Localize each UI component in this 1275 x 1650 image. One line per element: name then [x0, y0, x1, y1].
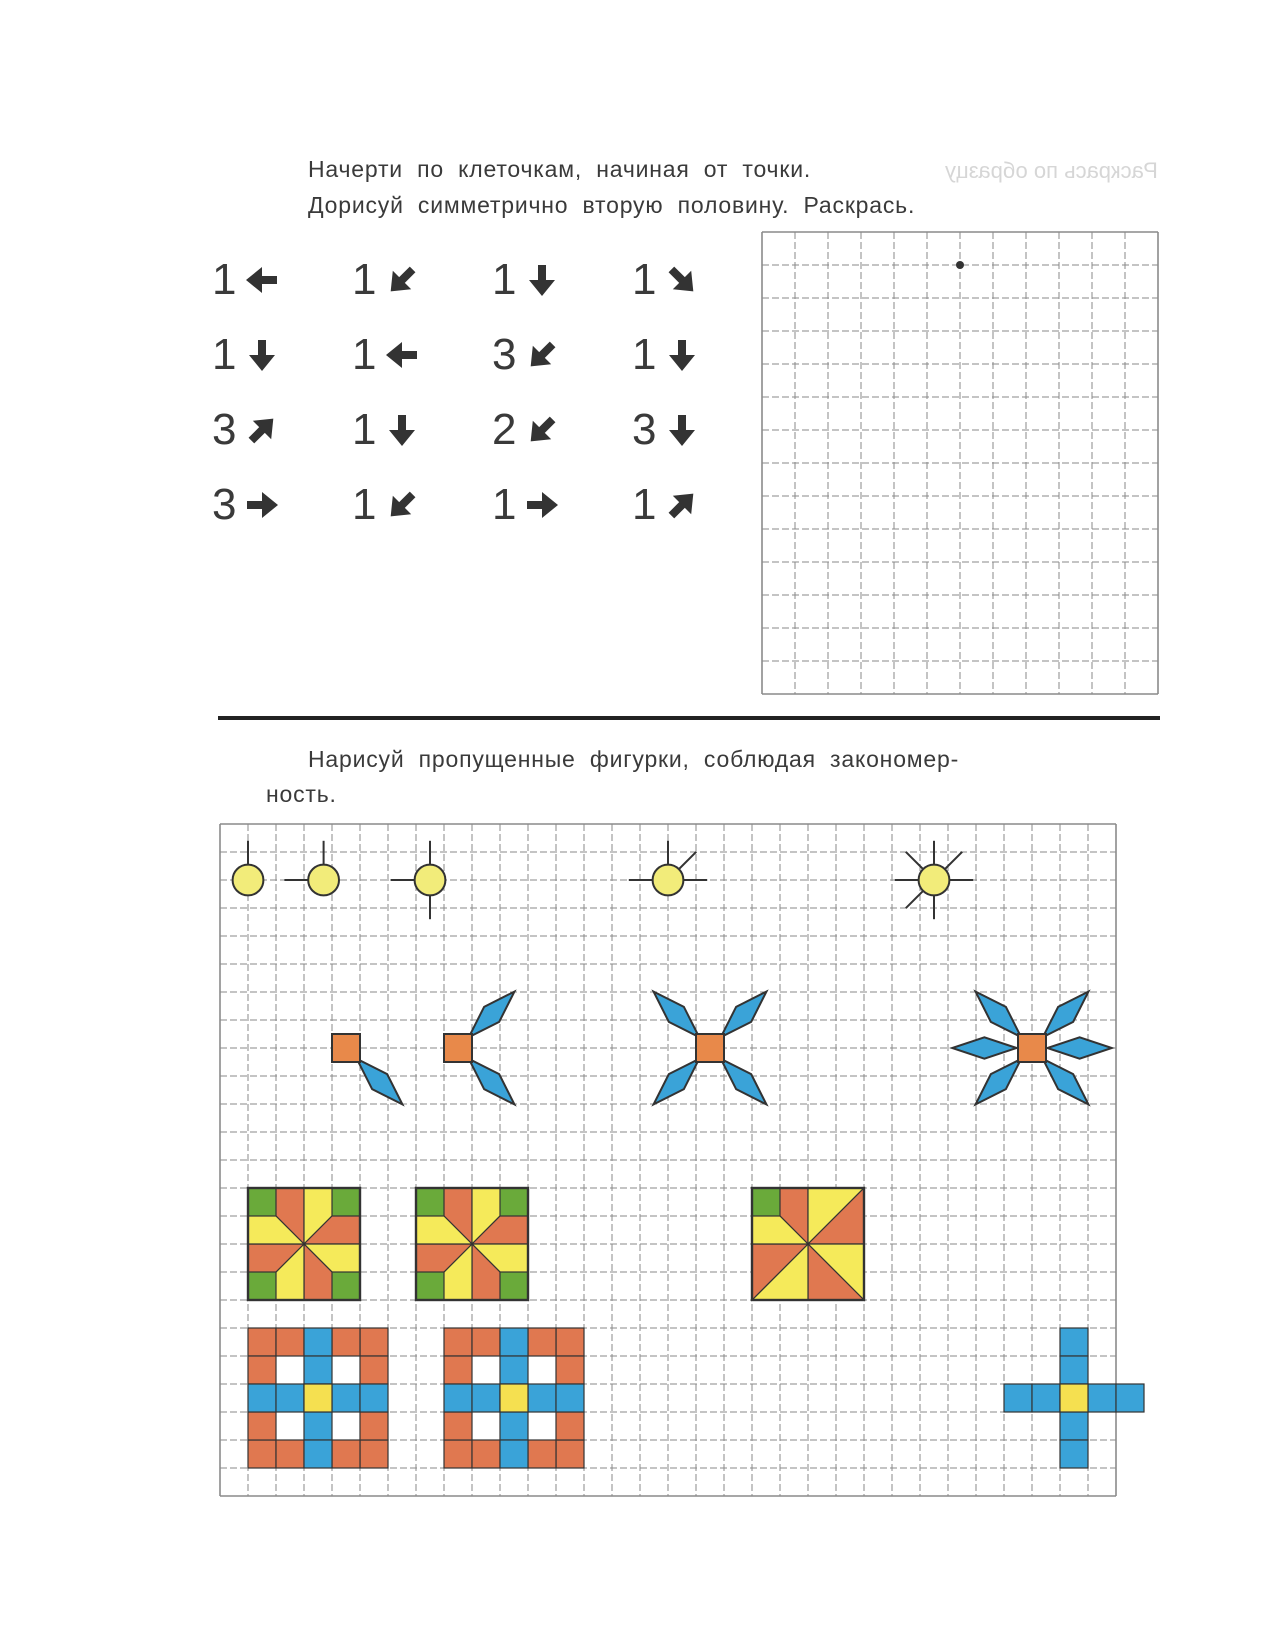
direction-step [352, 400, 422, 460]
direction-step [352, 250, 422, 310]
petal [976, 992, 1022, 1038]
arrow-left-icon [382, 335, 422, 375]
flower-center [696, 1034, 724, 1062]
step-count: 3 [212, 480, 237, 529]
flower-center [332, 1034, 360, 1062]
arrow-right-icon [522, 485, 562, 525]
arrow-down-icon [382, 410, 422, 450]
task1-instruction-line1: Начерти по клеточкам, начиная от точки. [308, 156, 812, 182]
petal [469, 1059, 515, 1105]
direction-step [212, 475, 282, 535]
sun-figure [895, 841, 973, 919]
arrow-down-icon [242, 335, 282, 375]
petal [357, 1059, 403, 1105]
petal [952, 1037, 1016, 1058]
task2-instruction-line1: Нарисуй пропущенные фигурки, соблюдая закономер- [308, 746, 960, 772]
arrow-down-icon [662, 335, 702, 375]
direction-step [492, 400, 562, 460]
petal [721, 1059, 767, 1105]
section-divider [218, 716, 1160, 720]
step-count: 3 [492, 330, 517, 379]
direction-step [492, 325, 562, 385]
step-count: 3 [632, 405, 657, 454]
step-count: 1 [492, 480, 517, 529]
step-count: 1 [212, 255, 237, 304]
direction-step [212, 400, 282, 460]
direction-step [632, 400, 702, 460]
petal [469, 992, 515, 1038]
step-count: 2 [492, 405, 517, 454]
step-count: 1 [632, 480, 657, 529]
petal [1047, 1037, 1111, 1058]
petal [976, 1059, 1022, 1105]
step-count: 3 [212, 405, 237, 454]
petal [654, 992, 700, 1038]
direction-step [632, 325, 702, 385]
cross-flower [1004, 1328, 1144, 1468]
direction-step [632, 475, 702, 535]
sun-figure [284, 841, 339, 896]
step-count: 1 [352, 330, 377, 379]
arrow-down-left-icon [382, 485, 422, 525]
step-count: 1 [352, 480, 377, 529]
step-count: 1 [212, 330, 237, 379]
direction-step [352, 325, 422, 385]
sun-figure [233, 841, 264, 896]
arrow-down-left-icon [522, 410, 562, 450]
arrow-right-icon [242, 485, 282, 525]
step-count: 1 [492, 255, 517, 304]
flower-center [444, 1034, 472, 1062]
tile-figure [248, 1188, 360, 1300]
arrow-down-right-icon [662, 260, 702, 300]
step-count: 1 [352, 255, 377, 304]
direction-step [352, 475, 422, 535]
arrow-up-right-icon [662, 485, 702, 525]
petal [1043, 992, 1089, 1038]
tile-figure [416, 1188, 528, 1300]
direction-step [492, 250, 562, 310]
direction-steps [212, 250, 732, 550]
grid-lines [762, 232, 1158, 694]
step-count: 1 [352, 405, 377, 454]
petal [721, 992, 767, 1038]
arrow-down-left-icon [522, 335, 562, 375]
pattern-grid[interactable] [218, 822, 1168, 1522]
direction-step [212, 325, 282, 385]
arrow-down-icon [662, 410, 702, 450]
cross-flower [248, 1328, 388, 1468]
petal [654, 1059, 700, 1105]
sun-figure [391, 841, 446, 919]
drawing-grid[interactable] [760, 230, 1160, 700]
petal [1043, 1059, 1089, 1105]
step-count: 1 [632, 255, 657, 304]
arrow-left-icon [242, 260, 282, 300]
start-dot [956, 261, 964, 269]
direction-step [632, 250, 702, 310]
tile-figure [752, 1188, 864, 1300]
bleed-through-text: Раскрась по образцу [945, 158, 1158, 183]
cross-flower [444, 1328, 584, 1468]
flower-center [1018, 1034, 1046, 1062]
direction-step [212, 250, 282, 310]
arrow-down-icon [522, 260, 562, 300]
task1-instruction-line2: Дорисуй симметрично вторую половину. Раскрась. [308, 192, 916, 218]
task2-instruction-line2: ность. [266, 781, 337, 807]
step-count: 1 [632, 330, 657, 379]
arrow-up-right-icon [242, 410, 282, 450]
arrow-down-left-icon [382, 260, 422, 300]
sun-figure [629, 841, 707, 896]
direction-step [492, 475, 562, 535]
